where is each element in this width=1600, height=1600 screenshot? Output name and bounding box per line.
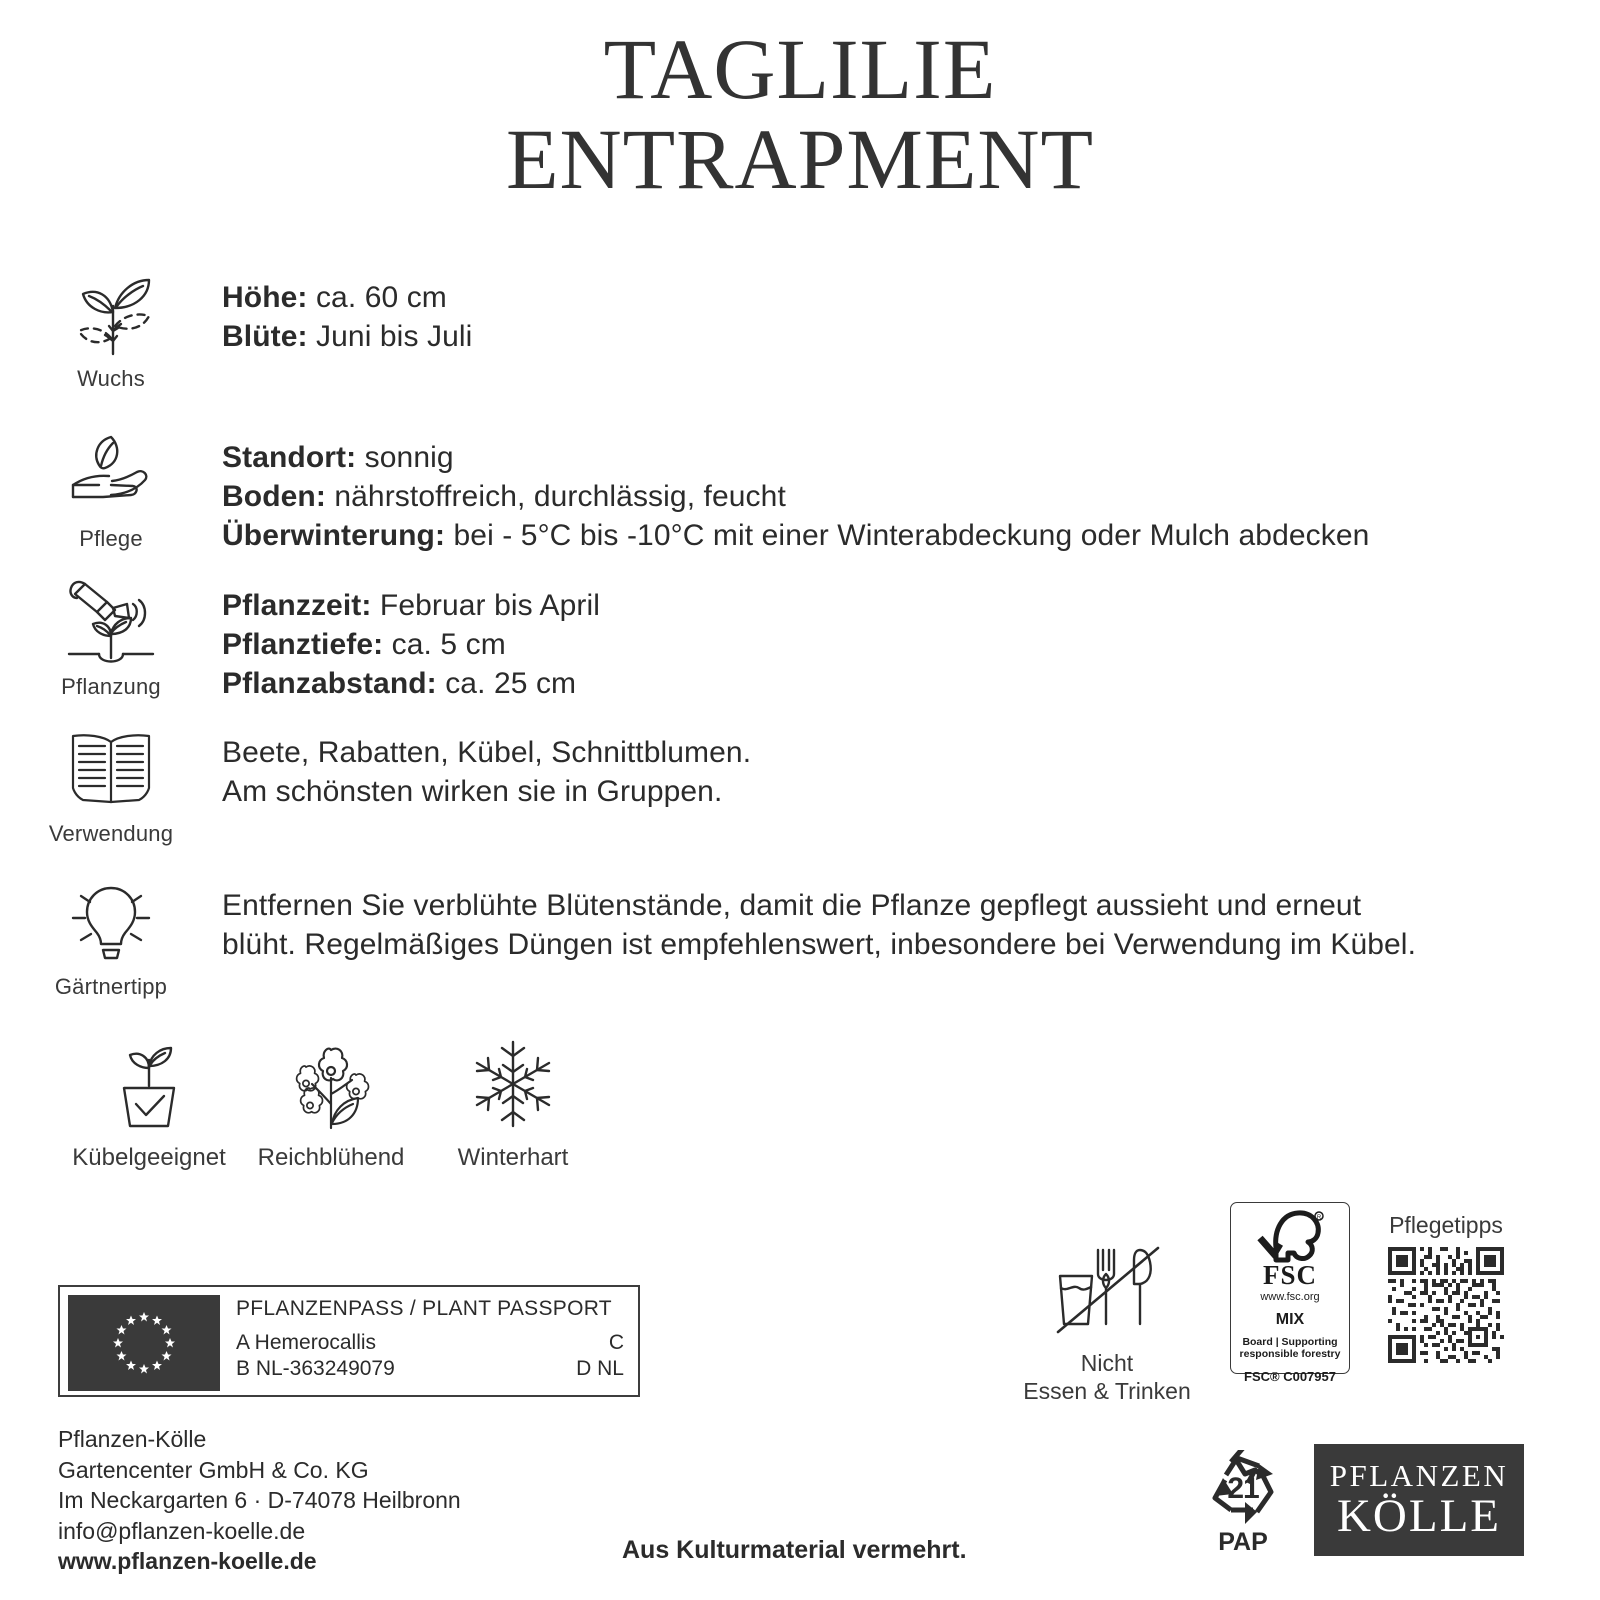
- no-eat-label-line1: Nicht: [1080, 1350, 1134, 1376]
- fsc-code: FSC® C007957: [1244, 1368, 1336, 1384]
- info-line: Überwinterung: bei - 5°C bis -10°C mit einer Winterabdeckung oder Mulch abdecken: [222, 519, 1370, 552]
- title-line-1: TAGLILIE: [603, 21, 997, 117]
- info-line: Blüte: Juni bis Juli: [222, 320, 473, 353]
- icon-column-verwendung: [0, 721, 222, 847]
- info-row-wuchs: [0, 266, 1600, 392]
- hand-with-leaf-icon: [59, 426, 163, 522]
- lightbulb-icon: [59, 874, 163, 970]
- icon-caption-pflanzung: Pflanzung: [61, 674, 161, 699]
- no-eat-label: [1023, 1349, 1190, 1405]
- eu-flag-icon: [68, 1295, 220, 1387]
- brand-logo: [1314, 1444, 1524, 1556]
- icon-caption-wuchs: Wuchs: [77, 366, 145, 391]
- feature-label: Reichblühend: [257, 1144, 405, 1171]
- feature-label: Winterhart: [457, 1144, 569, 1171]
- text-column-pflege: [222, 426, 1369, 555]
- info-line: Pflanztiefe: ca. 5 cm: [222, 628, 506, 661]
- potted-plant-check-icon: [106, 1032, 192, 1136]
- title-line-2: ENTRAPMENT: [505, 110, 1095, 207]
- info-line: blüht. Regelmäßiges Düngen ist empfehlenswert, inbesondere bei Verwendung im Kübel.: [222, 928, 1417, 961]
- passport-row-a: [236, 1331, 630, 1355]
- info-line: Pflanzabstand: ca. 25 cm: [222, 667, 577, 700]
- fsc-mix-label: MIX: [1275, 1311, 1305, 1328]
- passport-title: PFLANZENPASS / PLANT PASSPORT: [236, 1297, 612, 1320]
- icon-column-pflanzung: [0, 574, 222, 700]
- feature-kuebelgeeignet: [58, 1032, 240, 1172]
- info-row-gaertnertipp: [0, 874, 1600, 1000]
- passport-c-value: C: [608, 1331, 624, 1354]
- info-row-pflanzung: [0, 574, 1600, 703]
- address-line-2: Gartencenter GmbH & Co. KG: [58, 1456, 369, 1483]
- text-column-wuchs: [222, 266, 472, 356]
- address-website[interactable]: www.pflanzen-koelle.de: [58, 1548, 317, 1575]
- pap-recycling-badge: [1190, 1450, 1296, 1557]
- care-tips-qr-block[interactable]: [1388, 1212, 1504, 1363]
- passport-rows: [236, 1331, 630, 1381]
- feature-winterhart: [422, 1032, 604, 1172]
- company-address: [58, 1424, 461, 1577]
- info-line: Entfernen Sie verblühte Blütenstände, damit die Pflanze gepflegt aussieht und erneut: [222, 889, 1362, 922]
- text-column-pflanzung: [222, 574, 600, 703]
- recycling-triangle-icon: [1201, 1450, 1285, 1528]
- open-book-icon: [59, 721, 163, 817]
- fsc-wordmark: FSC: [1262, 1260, 1317, 1290]
- no-eat-label-line2: Essen & Trinken: [1023, 1378, 1191, 1405]
- info-line: Am schönsten wirken sie in Gruppen.: [222, 775, 723, 808]
- address-line-1: Pflanzen-Kölle: [58, 1426, 207, 1452]
- info-row-pflege: [0, 426, 1600, 555]
- passport-d-value: D NL: [576, 1357, 624, 1380]
- info-line: Pflanzzeit: Februar bis April: [222, 589, 601, 622]
- icon-column-wuchs: [0, 266, 222, 392]
- icon-column-gaertnertipp: [0, 874, 222, 1000]
- fsc-url: www.fsc.org: [1260, 1291, 1320, 1303]
- plant-growth-icon: [59, 266, 163, 362]
- feature-badges: [58, 1032, 604, 1172]
- page-title: [0, 21, 1600, 207]
- passport-row-b: [236, 1357, 630, 1381]
- plant-passport: [58, 1285, 640, 1397]
- info-line: Höhe: ca. 60 cm: [222, 281, 447, 314]
- address-line-3: Im Neckargarten 6 · D-74078 Heilbronn: [58, 1487, 461, 1514]
- icon-caption-pflege: Pflege: [79, 526, 143, 551]
- fsc-certification-label: [1230, 1202, 1350, 1384]
- info-line: Beete, Rabatten, Kübel, Schnittblumen.: [222, 736, 752, 769]
- info-line: Standort: sonnig: [222, 441, 454, 474]
- watering-can-seedling-icon: [59, 574, 163, 670]
- passport-text: [220, 1295, 630, 1387]
- pap-number: 21: [1227, 1472, 1259, 1505]
- feature-reichbluehend: [240, 1032, 422, 1172]
- passport-a-value: A Hemerocallis: [236, 1331, 377, 1354]
- info-row-verwendung: [0, 721, 1600, 847]
- pap-label: PAP: [1218, 1528, 1268, 1556]
- text-column-verwendung: [222, 721, 751, 811]
- fsc-tree-checkmark-icon: [1254, 1208, 1326, 1264]
- qr-label: Pflegetipps: [1389, 1212, 1503, 1238]
- fsc-description: [1240, 1336, 1341, 1361]
- address-email: info@pflanzen-koelle.de: [58, 1517, 306, 1544]
- fsc-desc-line1: Board | Supporting: [1242, 1336, 1338, 1348]
- brand-line-1: PFLANZEN: [1329, 1458, 1509, 1493]
- no-eating-drinking-icon: [1048, 1232, 1166, 1345]
- qr-code-icon[interactable]: [1388, 1247, 1504, 1363]
- icon-column-pflege: [0, 426, 222, 552]
- fsc-desc-line2: responsible forestry: [1239, 1348, 1341, 1361]
- icon-caption-gaertnertipp: Gärtnertipp: [54, 974, 168, 999]
- snowflake-icon: [469, 1032, 557, 1136]
- info-line: Boden: nährstoffreich, durchlässig, feucht: [222, 480, 786, 513]
- icon-caption-verwendung: Verwendung: [48, 821, 174, 846]
- culture-material-note: Aus Kulturmaterial vermehrt.: [622, 1536, 967, 1564]
- passport-b-value: B NL-363249079: [236, 1357, 395, 1380]
- text-column-gaertnertipp: [222, 874, 1416, 964]
- brand-line-2: KÖLLE: [1336, 1490, 1501, 1542]
- flowers-bloom-icon: [284, 1032, 378, 1136]
- feature-label: Kübelgeeignet: [72, 1144, 226, 1171]
- no-eating-drinking-badge: [1022, 1232, 1192, 1405]
- svg-text:R: R: [1316, 1215, 1322, 1221]
